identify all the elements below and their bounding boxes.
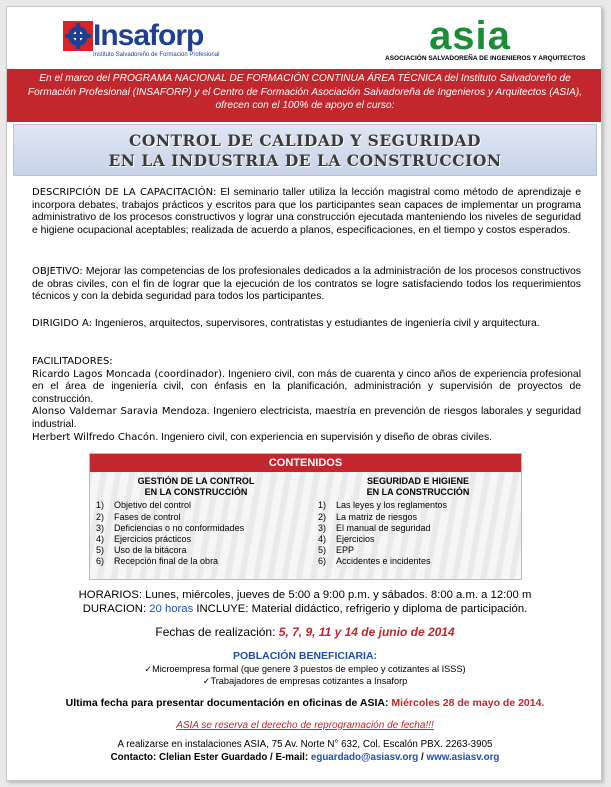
facilitador-item [32,406,581,431]
seguridad-list [318,500,518,567]
ultima-fecha-text: Ultima fecha para presentar documentación en oficinas de ASIA: [65,697,389,709]
objetivo-text: Mejorar las competencias de los profesionales dedicados a la administración de los procesos constructivos de obras civiles, con el fin de lograr que la ejecución de los contratos se logre satisfaciendo todos los requerimientos técnicos y con la debida seguridad para todos los participantes. [32,266,581,303]
ultima-fecha-date: Miércoles 28 de mayo de 2014. [388,697,545,709]
insaforp-logo [63,19,220,58]
contenidos-box [89,453,522,580]
dirigido-label: DIRIGIDO A: [32,318,93,329]
asia-wordmark: asia [429,14,511,58]
list-item: 1) Las leyes y los reglamentos [318,500,448,511]
duracion-label: DURACION: [82,603,147,615]
check-icon: ✓ [202,676,211,686]
list-item: 4) Ejercicios [318,534,375,545]
flyer-page [6,6,602,781]
dirigido-section [32,318,581,331]
contenidos-col-gestion [96,476,296,568]
facilitador-text: . Ingeniero civil, con experiencia en supervisión y diseño de obras civiles. [155,431,493,443]
col-title-line1: SEGURIDAD E HIGIENE [366,476,469,486]
facilitador-name: Herbert Wilfredo Chacón [32,431,156,443]
insaforp-emblem-icon [63,21,93,51]
facilitador-name: Ricardo Lagos Moncada (coordinador) [32,368,223,380]
contacto-line [7,751,602,764]
col-title-line2: EN LA CONSTRUCCIÓN [366,487,470,498]
facilitadores-label: FACILITADORES: [32,356,113,367]
col-title-line1: GESTIÓN DE LA CONTROL [137,476,255,486]
insaforp-subtitle: Instituto Salvadoreño de Formación Profesional [93,52,220,58]
facilitador-item [32,369,581,407]
info-footer [7,582,602,781]
list-item: 6) Recepción final de la obra [96,556,219,567]
facilitador-name: Alonso Valdemar Saravia Mendoza [32,406,207,418]
duracion-hours: 20 horas [146,603,197,615]
course-title-box [13,124,597,176]
contenidos-heading: CONTENIDOS [90,454,521,472]
descripcion-text: El seminario taller utiliza la lección magistral como método de aprendizaje e incorpora debates, trabajos prácticos y escritos para que los participantes sean capaces de implementar un programa administrativo de los procesos constructivos y lograr una construcción ejecutada manteniendo los niveles de seguridad e higiene ocupacional aceptables; realizada de acuerdo a planos, especificaciones, en el tiempo y costos esperados. [32,187,581,236]
list-item: 5) EPP [318,545,355,556]
objetivo-label: OBJETIVO: [32,266,83,277]
fechas-dates: 5, 7, 9, 11 y 14 de junio de 2014 [275,625,455,639]
horarios-line [7,588,602,602]
poblacion-item: ✓Microempresa formal (que genere 3 puestos de empleo y cotizantes al ISSS) [144,664,466,674]
facilitadores-section [32,356,581,444]
facilitador-text: . Ingeniero civil, con más de cuarenta y cinco años de experiencia profesional en el área de ingeniería civil, con énfasis en la planificación, administración y supervisión de proyectos de construcción. [32,368,582,405]
descripcion-label: DESCRIPCIÓN DE LA CAPACITACIÓN: [32,187,217,198]
list-item: 5) Uso de la bitácora [96,545,187,556]
incluye-label: INCLUYE: [196,603,249,615]
poblacion-item: ✓Trabajadores de empresas cotizantes a Insaforp [202,676,408,686]
horarios-label: HORARIOS: [78,589,143,601]
list-item: 3) Deficiencias o no conformidades [96,522,245,533]
check-icon: ✓ [144,664,153,674]
insaforp-wordmark: Insaforp [93,19,204,52]
incluye-text: Material didáctico, refrigerio y diploma de participación. [248,603,528,615]
poblacion-title: POBLACIÓN BENEFICIARIA: [232,650,378,662]
list-item: 2) Fases de control [96,511,181,522]
email-link[interactable]: eguardado@asiasv.org [308,752,419,763]
fechas-label: Fechas de realización: [155,625,276,639]
horarios-text: Lunes, miércoles, jueves de 5:00 a 9:00 p.m. y sábados. 8:00 a.m. a 12:00 m [142,589,532,601]
intro-banner: En el marco del PROGRAMA NACIONAL DE FORMACIÓN CONTINUA ÁREA TÉCNICA del Instituto Salvadoreño de Formación Profesional (INSAFORP) y el Centro de Formación Asociación Salvadoreña de Ingenieros y Arquitectos (ASIA), ofrecen con el 100% de apoyo el curso: [7,69,602,122]
facilitador-item [32,432,581,445]
facilitador-text: . Ingeniero electricista, maestría en prevención de riesgos laborales y seguridad industrial. [32,406,581,430]
duracion-line [7,602,602,616]
ultima-fecha-line [7,697,602,710]
descripcion-section [32,187,581,237]
fechas-line [7,624,602,640]
contacto-separator: / [418,752,427,763]
contacto-label: Contacto: Clelian Ester Guardado / E-mail: [110,752,309,763]
header [7,7,602,67]
list-item: 1) Objetivo del control [96,500,192,511]
asia-logo [385,14,586,62]
reserva-note: ASIA se reserva el derecho de reprogramación de fecha!!! [176,720,434,731]
list-item: 4) Ejercicios prácticos [96,534,192,545]
list-item: 6) Accidentes e incidentes [318,556,431,567]
contenidos-col-seguridad [318,476,518,568]
asia-subtitle: ASOCIACIÓN SALVADOREÑA DE INGENIEROS Y ARQUITECTOS [385,55,586,62]
list-item: 2) La matriz de riesgos [318,511,418,522]
course-title-line2: EN LA INDUSTRIA DE LA CONSTRUCCION [108,151,502,170]
col-title-line2: EN LA CONSTRUCCIÓN [144,487,248,498]
gestion-list [96,500,296,567]
list-item: 3) El manual de seguridad [318,522,431,533]
dirigido-text: Ingenieros, arquitectos, supervisores, contratistas y estudiantes de ingeniería civil y arquitectura. [92,318,540,329]
course-title-line1: CONTROL DE CALIDAD Y SEGURIDAD [129,131,481,150]
objetivo-section [32,266,581,304]
direccion-line: A realizarse en instalaciones ASIA, 75 Av. Norte N° 632, Col. Escalón PBX. 2263-3905 [117,739,493,750]
website-link[interactable]: www.asiasv.org [426,752,500,763]
